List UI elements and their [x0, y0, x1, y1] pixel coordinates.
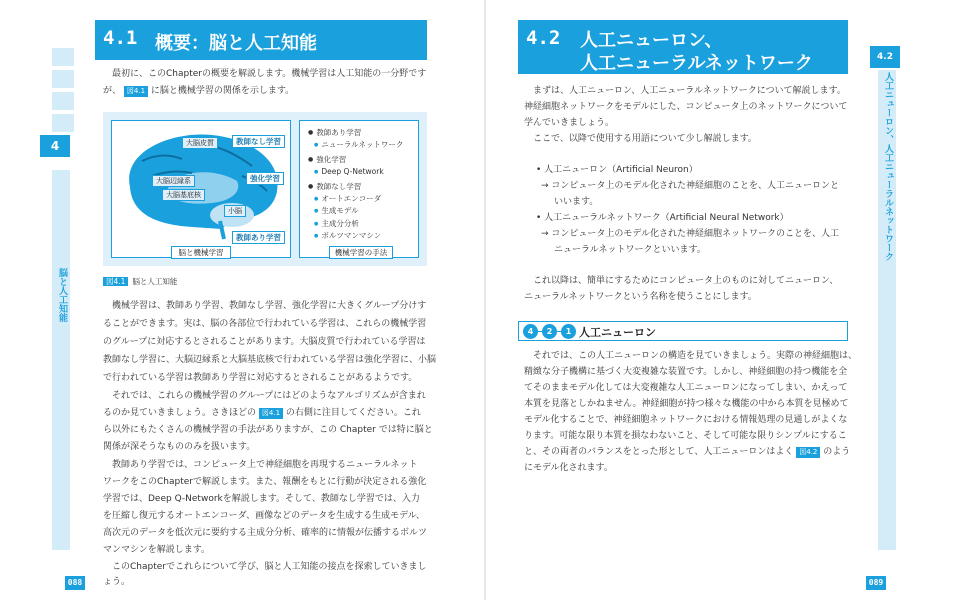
- methods-caption: 機械学習の手法: [329, 246, 393, 259]
- term-def: いいます。: [554, 197, 599, 207]
- chapter-side-strip: [52, 170, 70, 550]
- body-line: にモデル化されます。: [524, 463, 613, 473]
- method-item: ● ボルツマンマシン: [308, 230, 403, 243]
- body-line: 精緻な分子機構に基づく大変複雑な装置です。しかし、神経細胞の持つ機能を全: [524, 367, 848, 377]
- body-line: 教師なし学習に、大脳辺縁系と大脳基底核で行われている学習は強化学習に、小脳: [103, 355, 437, 365]
- term-def: → コンピュータ上のモデル化された神経細胞ネットワークのことを、人工: [541, 229, 839, 239]
- label-basal-ganglia: 大脳基底核: [162, 189, 205, 201]
- page-number-right: 089: [866, 576, 886, 590]
- body-line: それでは、この人工ニューロンの構造を見ていきましょう。実際の神経細胞は、: [533, 351, 858, 361]
- method-item: ● 主成分分析: [308, 218, 403, 231]
- body-line: ワークをこのChapterで解説します。また、報酬をもとに行動が決定される強化: [103, 477, 427, 487]
- body-line: 学習では、Deep Q-Networkを解説します。そして、教師なし学習では、入力: [103, 494, 420, 504]
- side-section-tab[interactable]: 4.2: [870, 46, 900, 68]
- figure-brain-ml: [103, 112, 427, 266]
- body-line: ニューラルネットワークという名称を使うことにします。: [524, 292, 757, 302]
- body-line: それでは、これらの機械学習のグループにはどのようなアルゴリズムが含まれ: [112, 391, 426, 401]
- figure-ref[interactable]: 図4.1: [259, 408, 283, 419]
- section-title: 概要：脳と人工知能: [155, 33, 317, 54]
- term-bullet: • 人工ニューロン（Artificial Neuron）: [536, 165, 698, 175]
- figure-ref[interactable]: 図4.1: [124, 86, 148, 97]
- term-def: ニューラルネットワークといいます。: [554, 245, 706, 255]
- body-line: ここで、以降で使用する用語について少し解説します。: [533, 134, 757, 144]
- method-item: ● ニューラルネットワーク: [308, 139, 403, 152]
- tag-supervised: 教師あり学習: [232, 231, 285, 244]
- tab-cell: [52, 92, 74, 110]
- chapter-tab[interactable]: 4: [40, 135, 70, 157]
- body-line: てそのままモデル化しては大変複雑な人工ニューロンになってしまい、かえって: [524, 383, 848, 393]
- body-line: 教師あり学習では、コンピュータ上で神経細胞を再現するニューラルネット: [112, 460, 418, 470]
- body-line: ります。可能な限り本質を損なわないこと、そして可能な限りシンプルにするこ: [524, 431, 847, 441]
- body-line: 神経細胞ネットワークをモデルにした、コンピュータ上のネットワークについて: [524, 102, 848, 112]
- body-line: で行われている学習は教師あり学習に対応するとされることがあるようです。: [103, 373, 418, 383]
- body-line: [524, 444, 850, 461]
- body-text: るのか見ていきましょう。さきほどの: [103, 408, 257, 418]
- subsection-num-3: 1: [561, 324, 576, 339]
- section-title-line1: 人工ニューロン、: [580, 30, 723, 51]
- brain-ml-caption: 脳と機械学習: [171, 246, 231, 259]
- subsection-num-1: 4: [523, 324, 538, 339]
- figure-caption-text: 脳と人工知能: [132, 277, 178, 286]
- tab-cell: [52, 70, 74, 88]
- body-line: を圧縮し復元するオートエンコーダ、画像などのデータを生成する生成モデル、: [103, 511, 425, 521]
- subsection-title: 人工ニューロン: [579, 326, 656, 339]
- method-unsupervised: ● 教師なし学習: [308, 181, 403, 193]
- section-title-line2: 人工ニューラルネットワーク: [580, 53, 813, 74]
- subsection-num-2: 2: [542, 324, 557, 339]
- figure-caption: [103, 276, 177, 287]
- body-line: モデル化することで、神経細胞ネットワークにおける情報処理の見通しがよくな: [524, 415, 848, 425]
- body-line: このChapterでこれらについて学び、脳と人工知能の接点を探索していきまし: [112, 562, 427, 572]
- brain-panel: [111, 120, 291, 258]
- body-line: 機械学習は、教師あり学習、教師なし学習、強化学習に大きくグループ分けす: [112, 301, 427, 311]
- body-line: ることができます。実は、脳の各部位で行われている学習は、これらの機械学習: [103, 319, 427, 329]
- methods-panel: [299, 120, 419, 258]
- methods-list: [308, 127, 403, 243]
- body-line: 関係が深そうなもののみを扱います。: [103, 442, 256, 452]
- term-bullet: • 人工ニューラルネットワーク（Artificial Neural Network）: [536, 213, 789, 223]
- body-line: のグループに対応するとされることがあります。大脳皮質で行われている学習は: [103, 337, 426, 347]
- subsection-header-4-2-1: [518, 321, 848, 341]
- body-line: 高次元のデータを低次元に要約する主成分分析、確率的に情報が伝播するボルツ: [103, 528, 428, 538]
- intro-text: に脳と機械学習の関係を示します。: [150, 86, 295, 96]
- body-line: これ以降は、簡単にするためにコンピュータ上のものに対してニューロン、: [533, 276, 839, 286]
- intro-text: が、: [103, 86, 122, 96]
- label-limbic-system: 大脳辺縁系: [152, 175, 195, 187]
- figure-ref[interactable]: 図4.2: [796, 447, 820, 458]
- label-cerebellum: 小脳: [224, 205, 246, 217]
- body-line: 本質を見落としかねません。神経細胞が持つ様々な機能の中から本質を見極めて: [524, 399, 849, 409]
- section-header-4-2: [518, 20, 848, 74]
- section-number: 4.1: [103, 27, 138, 49]
- section-header-4-1: [95, 20, 427, 60]
- body-line: ら以外にもたくさんの機械学習の手法がありますが、この Chapter では特に脳と: [103, 425, 433, 435]
- intro-line: 最初に、このChapterの概要を解説します。機械学習は人工知能の一分野です: [112, 69, 427, 79]
- label-cerebral-cortex: 大脳皮質: [182, 137, 218, 149]
- tab-cell: [52, 48, 74, 66]
- term-def: → コンピュータ上のモデル化された神経細胞のことを、人工ニューロンと: [541, 181, 839, 191]
- method-item: ● 生成モデル: [308, 205, 403, 218]
- body-line: [103, 405, 421, 422]
- tab-cell: [52, 114, 74, 132]
- body-text: の右側に注目してください。これ: [285, 408, 421, 418]
- intro-line: [103, 83, 294, 100]
- side-vertical-label: 人工ニューロン、人工ニューラルネットワーク: [883, 72, 893, 261]
- method-reinforcement: ● 強化学習: [308, 154, 403, 166]
- body-text: と、その両者のバランスをとった形として、人工ニューロンはよく: [524, 447, 794, 457]
- page-number-left: 088: [65, 576, 85, 590]
- chapter-vertical-label: 脳と人工知能: [57, 268, 67, 322]
- body-line: 学んでいきましょう。: [524, 118, 615, 128]
- tag-reinforcement: 強化学習: [246, 172, 284, 185]
- body-line: まずは、人工ニューロン、人工ニューラルネットワークについて解説します。: [533, 86, 846, 96]
- body-text: のよう: [823, 447, 851, 457]
- method-item: ● Deep Q-Network: [308, 166, 403, 179]
- tag-unsupervised: 教師なし学習: [232, 135, 285, 148]
- body-line: ょう。: [103, 577, 131, 587]
- method-supervised: ● 教師あり学習: [308, 127, 403, 139]
- figure-caption-tag: 図4.1: [103, 277, 128, 286]
- body-line: マンマシンを解説します。: [103, 545, 211, 555]
- section-number: 4.2: [526, 27, 561, 49]
- method-item: ● オートエンコーダ: [308, 193, 403, 206]
